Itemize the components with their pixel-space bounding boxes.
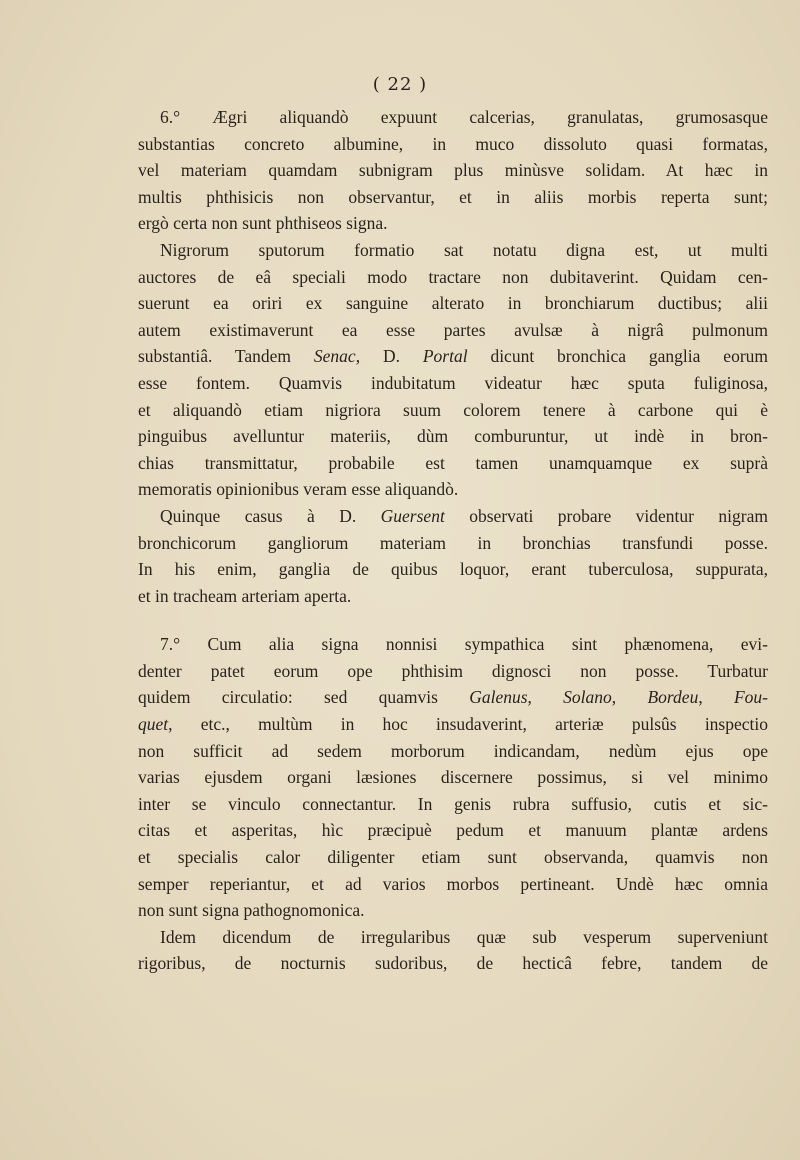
text-line: auctores de eâ speciali modo tractare non dubitaverint. Quidam cen- xyxy=(138,266,768,287)
text-line: esse fontem. Quamvis indubitatum videatur hæc sputa fuliginosa, xyxy=(138,372,768,393)
text-line: quidem circulatio: sed quamvis Galenus, Solano, Bordeu, Fou- xyxy=(138,687,768,708)
text-line: vel materiam quamdam subnigram plus minùsve solidam. At hæc in xyxy=(138,160,768,181)
text-line: Quinque casus à D. Guersent observati probare videntur nigram xyxy=(160,505,768,526)
text-line: et in tracheam arteriam aperta. xyxy=(138,585,352,606)
section-gap xyxy=(138,609,768,631)
paragraph xyxy=(138,503,768,609)
text-line: In his enim, ganglia de quibus loquor, erant tuberculosa, suppurata, xyxy=(138,559,768,580)
paragraph xyxy=(138,104,768,237)
text-line: substantias concreto albumine, in muco dissoluto quasi formatas, xyxy=(138,133,768,154)
text-line: citas et asperitas, hìc præcipuè pedum et manuum plantæ ardens xyxy=(138,820,768,841)
text-line: quet, etc., multùm in hoc insudaverint, arteriæ pulsûs inspectio xyxy=(138,714,768,735)
paragraph xyxy=(138,237,768,503)
text-line: pinguibus avelluntur materiis, dùm comburuntur, ut indè in bron- xyxy=(138,426,768,447)
text-line: autem existimaverunt ea esse partes avulsæ à nigrâ pulmonum xyxy=(138,319,768,340)
text-line: non sunt signa pathognomonica. xyxy=(138,900,365,921)
text-line: ergò certa non sunt phthiseos signa. xyxy=(138,213,388,234)
body-text xyxy=(138,104,768,977)
text-line: non sufficit ad sedem morborum indicandam, nedùm ejus ope xyxy=(138,740,768,761)
text-line: rigoribus, de nocturnis sudoribus, de hecticâ febre, tandem de xyxy=(138,953,768,974)
text-line: chias transmittatur, probabile est tamen unamquamque ex suprà xyxy=(138,452,768,473)
text-line: denter patet eorum ope phthisim dignosci non posse. Turbatur xyxy=(138,660,768,681)
text-line: semper reperiantur, et ad varios morbos pertineant. Undè hæc omnia xyxy=(138,873,768,894)
text-line: bronchicorum gangliorum materiam in bronchias transfundi posse. xyxy=(138,532,768,553)
paragraph xyxy=(138,631,768,924)
text-line: inter se vinculo connectantur. In genis rubra suffusio, cutis et sic- xyxy=(138,793,768,814)
text-line: et specialis calor diligenter etiam sunt observanda, quamvis non xyxy=(138,847,768,868)
text-line: 6.° Ægri aliquandò expuunt calcerias, granulatas, grumosasque xyxy=(160,107,768,127)
text-line: multis phthisicis non observantur, et in aliis morbis reperta sunt; xyxy=(138,186,768,207)
paragraph xyxy=(138,924,768,977)
text-line: memoratis opinionibus veram esse aliquandò. xyxy=(138,479,459,500)
text-line: et aliquandò etiam nigriora suum colorem tenere à carbone qui è xyxy=(138,399,768,420)
text-line: suerunt ea oriri ex sanguine alterato in bronchiarum ductibus; alii xyxy=(138,293,768,314)
text-line: Idem dicendum de irregularibus quæ sub vesperum superveniunt xyxy=(160,926,768,947)
text-line: Nigrorum sputorum formatio sat notatu digna est, ut multi xyxy=(160,239,768,260)
text-line: varias ejusdem organi læsiones discernere possimus, si vel minimo xyxy=(138,767,768,788)
page-number: ( 22 ) xyxy=(372,74,428,95)
text-line: 7.° Cum alia signa nonnisi sympathica sint phænomena, evi- xyxy=(160,634,768,655)
text-line: substantiâ. Tandem Senac, D. Portal dicunt bronchica ganglia eorum xyxy=(138,346,768,367)
